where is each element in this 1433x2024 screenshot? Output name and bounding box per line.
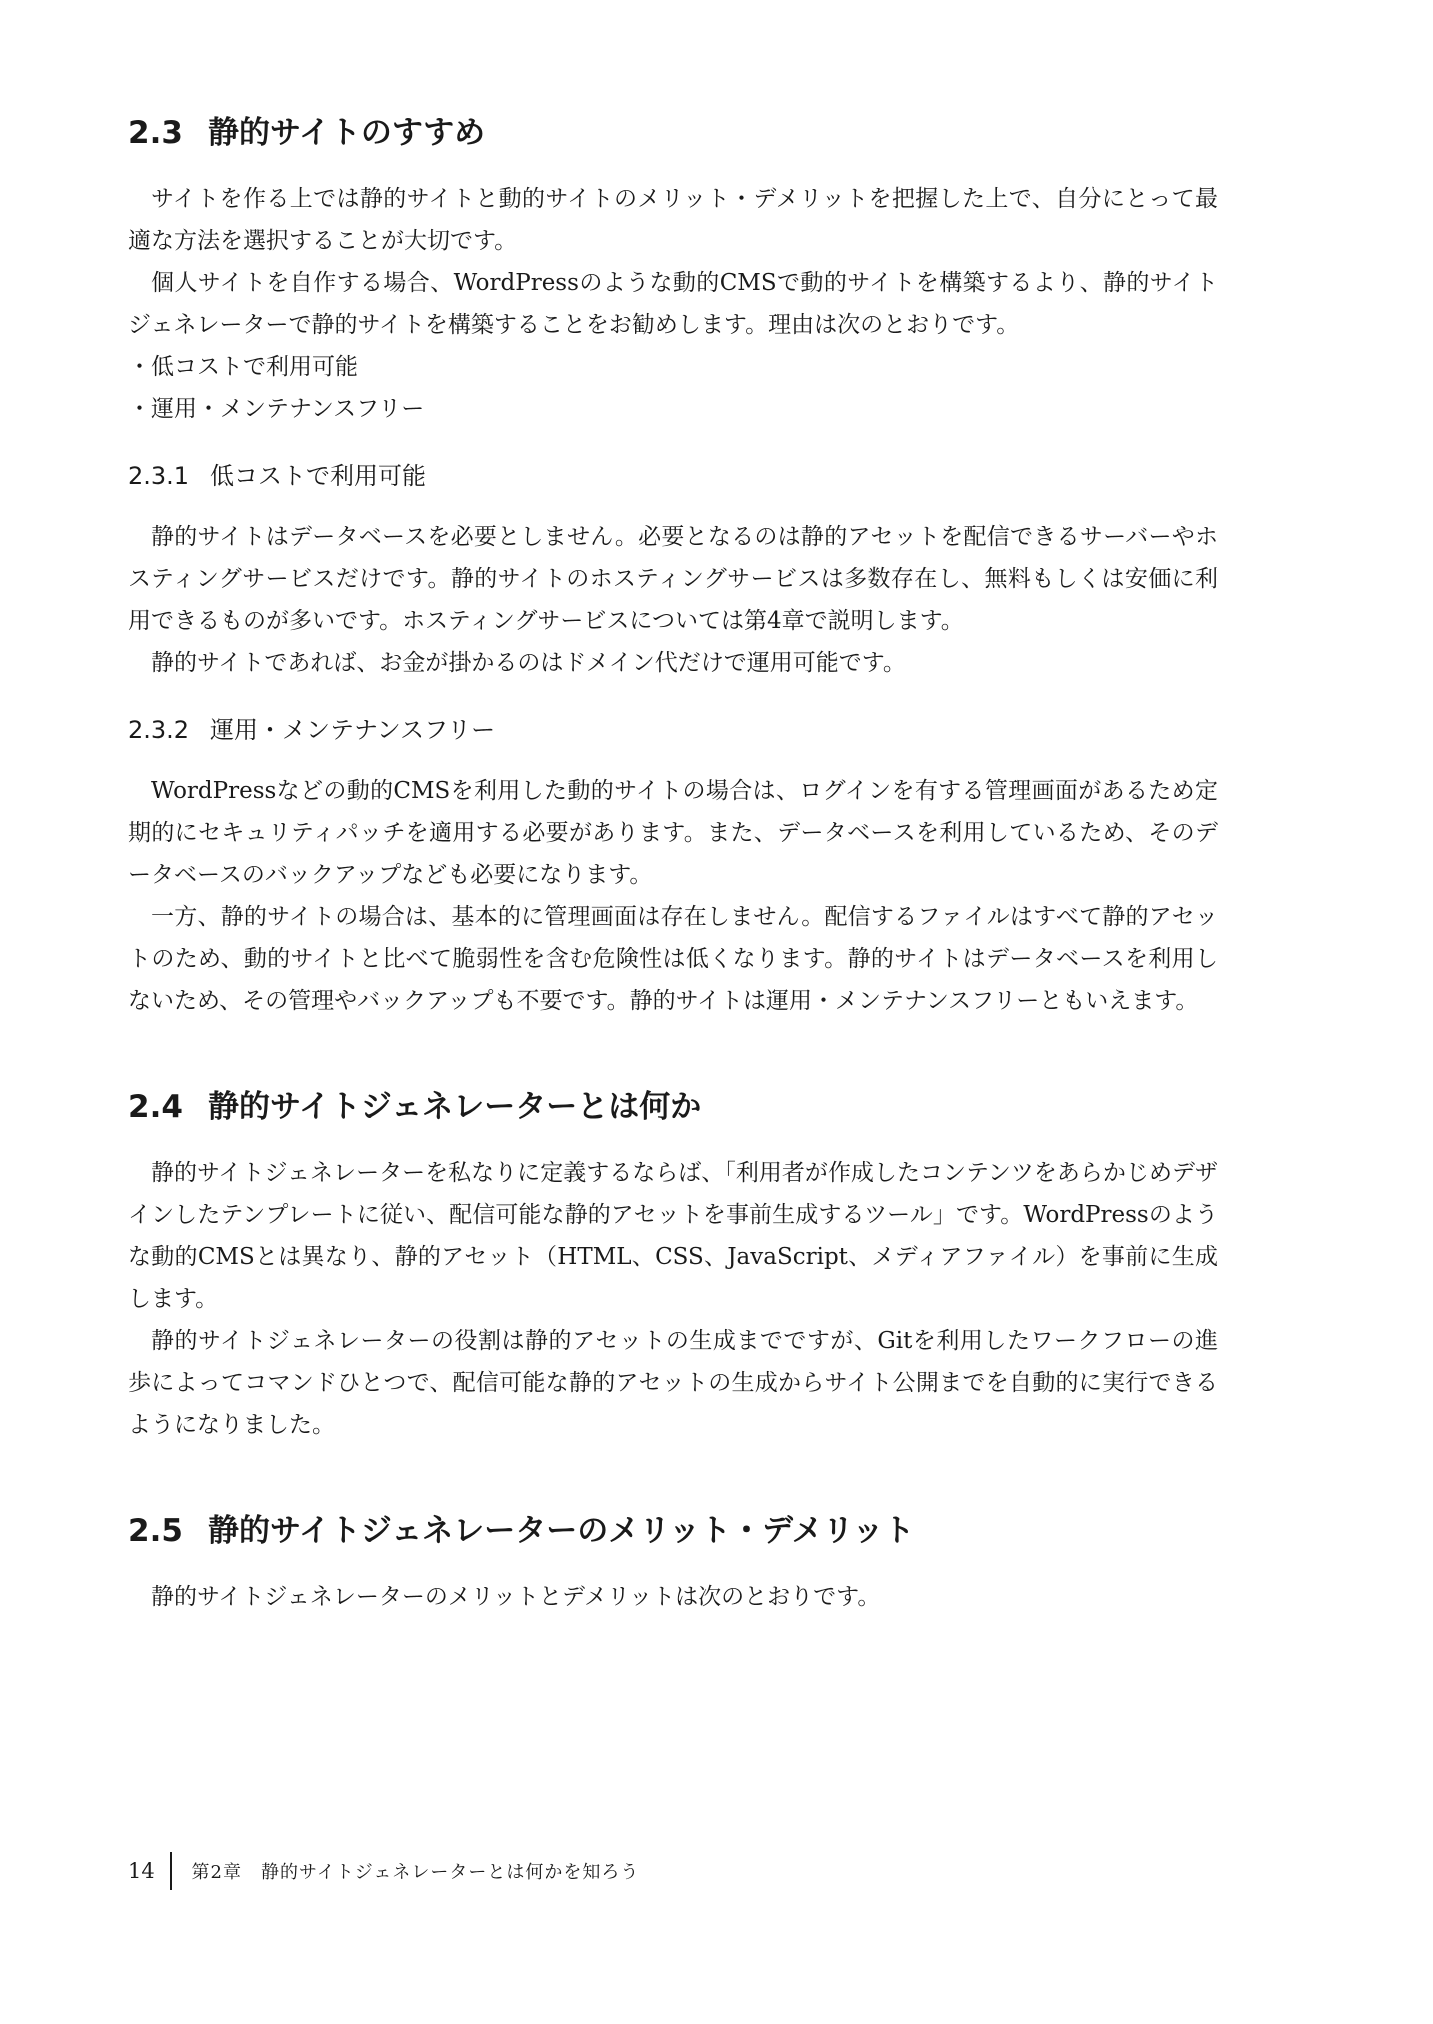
page-content <box>128 112 1218 1618</box>
section-heading-2-5 <box>128 1510 1218 1552</box>
subsection-number: 2.3.1 <box>128 462 190 490</box>
section-title: 静的サイトジェネレーターとは何か <box>208 1089 702 1125</box>
page-footer <box>128 1852 639 1890</box>
paragraph: 静的サイトジェネレーターのメリットとデメリットは次のとおりです。 <box>151 1584 881 1610</box>
bullet-item: ・低コストで利用可能 <box>128 354 358 380</box>
bullet-item: ・運用・メンテナンスフリー <box>128 396 425 422</box>
section-number: 2.4 <box>128 1089 183 1125</box>
paragraph: 静的サイトであれば、お金が掛かるのはドメイン代だけで運用可能です。 <box>151 650 906 676</box>
subsection-heading-2-3-1 <box>128 458 1218 494</box>
paragraph: 一方、静的サイトの場合は、基本的に管理画面は存在しません。配信するファイルはすべて静的アセットのため、動的サイトと比べて脆弱性を含む危険性は低くなります。静的サイトはデータベースを利用しないため、その管理やバックアップも不要です。静的サイトは運用・メンテナンスフリーともいえます。 <box>128 904 1218 1014</box>
paragraph: WordPressなどの動的CMSを利用した動的サイトの場合は、ログインを有する管理画面があるため定期的にセキュリティパッチを適用する必要があります。また、データベースを利用しているため、そのデータベースのバックアップなども必要になります。 <box>128 778 1218 888</box>
page-number: 14 <box>128 1859 155 1883</box>
subsection-heading-2-3-2 <box>128 712 1218 748</box>
paragraph: 静的サイトジェネレーターを私なりに定義するならば、「利用者が作成したコンテンツをあらかじめデザインしたテンプレートに従い、配信可能な静的アセットを事前生成するツール」です。WordPressのような動的CMSとは異なり、静的アセット（HTML、CSS、JavaScript、メディアファイル）を事前に生成します。 <box>128 1160 1218 1312</box>
running-chapter-title: 第2章 静的サイトジェネレーターとは何かを知ろう <box>191 1862 640 1883</box>
section-title: 静的サイトのすすめ <box>208 115 486 151</box>
paragraph: サイトを作る上では静的サイトと動的サイトのメリット・デメリットを把握した上で、自分にとって最適な方法を選択することが大切です。 <box>128 186 1218 254</box>
footer-divider <box>170 1852 172 1890</box>
paragraph: 個人サイトを自作する場合、WordPressのような動的CMSで動的サイトを構築するより、静的サイトジェネレーターで静的サイトを構築することをお勧めします。理由は次のとおりです。 <box>128 270 1218 338</box>
section-number: 2.3 <box>128 115 183 151</box>
section-number: 2.5 <box>128 1513 183 1549</box>
section-heading-2-3 <box>128 112 1218 154</box>
paragraph: 静的サイトはデータベースを必要としません。必要となるのは静的アセットを配信できるサーバーやホスティングサービスだけです。静的サイトのホスティングサービスは多数存在し、無料もしくは安価に利用できるものが多いです。ホスティングサービスについては第4章で説明します。 <box>128 524 1218 634</box>
subsection-title: 運用・メンテナンスフリー <box>210 716 496 744</box>
paragraph: 静的サイトジェネレーターの役割は静的アセットの生成までですが、Gitを利用したワークフローの進歩によってコマンドひとつで、配信可能な静的アセットの生成からサイト公開までを自動的に実行できるようになりました。 <box>128 1328 1218 1438</box>
section-heading-2-4 <box>128 1086 1218 1128</box>
subsection-title: 低コストで利用可能 <box>210 462 426 490</box>
subsection-number: 2.3.2 <box>128 716 190 744</box>
section-title: 静的サイトジェネレーターのメリット・デメリット <box>208 1513 915 1549</box>
